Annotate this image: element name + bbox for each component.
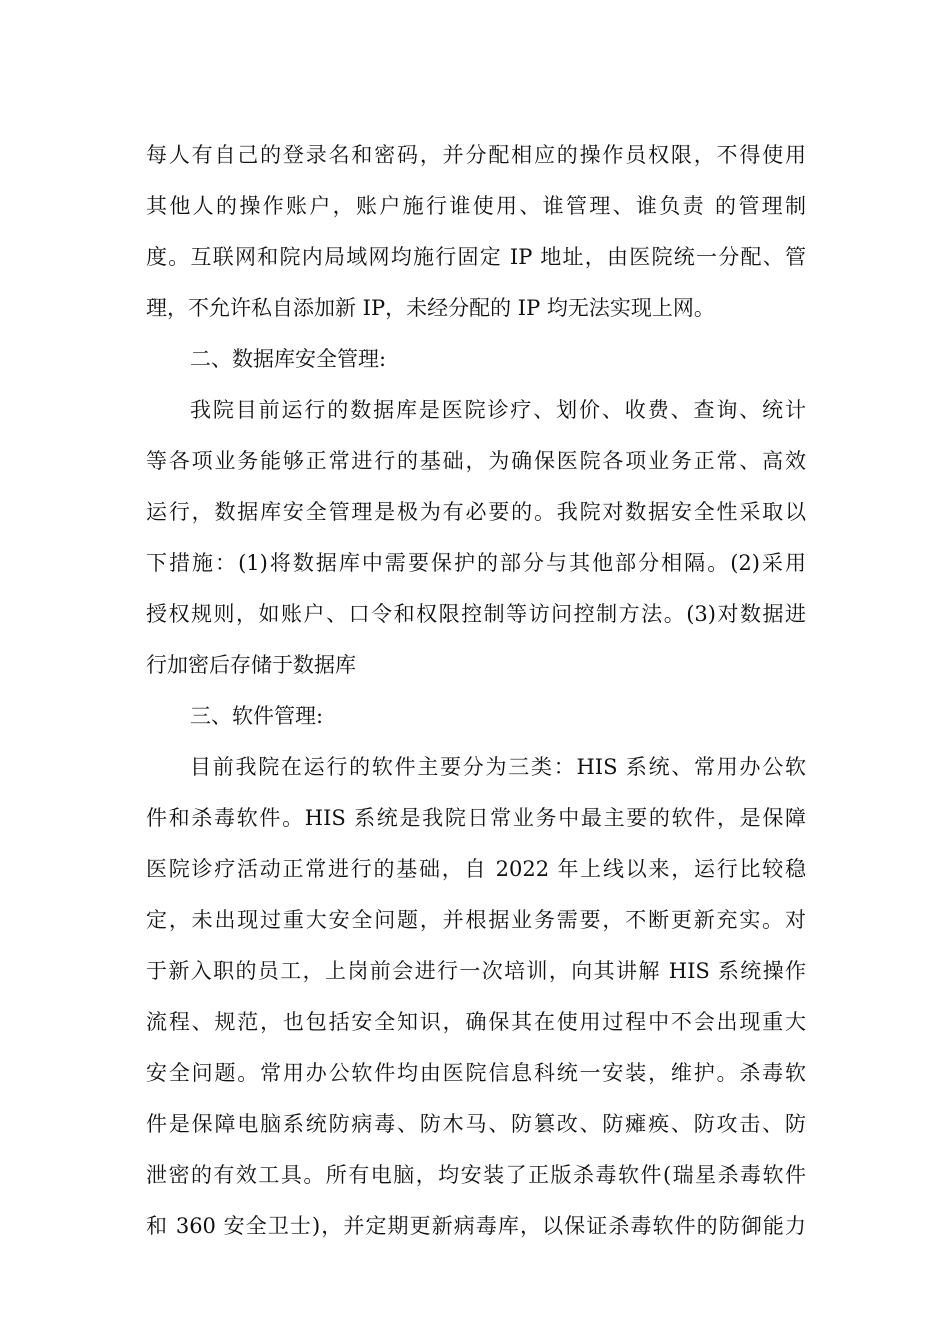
paragraph-line: 医院诊疗活动正常进行的基础，自 2022 年上线以来，运行比较稳 [146,857,806,881]
paragraph-line: 授权规则，如账户、口令和权限控制等访问控制方法。(3)对数据进 [146,602,806,626]
paragraph-line: 我院目前运行的数据库是医院诊疗、划价、收费、查询、统计 [190,398,806,422]
paragraph-line: 和 360 安全卫士)，并定期更新病毒库，以保证杀毒软件的防御能力 [146,1214,806,1238]
paragraph-line: 目前我院在运行的软件主要分为三类：HIS 系统、常用办公软 [190,755,806,779]
paragraph-line: 下措施：(1)将数据库中需要保护的部分与其他部分相隔。(2)采用 [146,551,806,575]
paragraph-line: 于新入职的员工，上岗前会进行一次培训，向其讲解 HIS 系统操作 [146,959,806,983]
paragraph-line: 每人有自己的登录名和密码，并分配相应的操作员权限，不得使用 [146,143,806,167]
paragraph-line: 定，未出现过重大安全问题，并根据业务需要，不断更新充实。对 [146,908,806,932]
paragraph-line: 理，不允许私自添加新 IP，未经分配的 IP 均无法实现上网。 [146,296,715,320]
section-heading-software: 三、软件管理: [190,704,324,728]
document-body [146,130,806,1252]
paragraph-line: 行加密后存储于数据库 [146,653,356,677]
paragraph-line: 运行，数据库安全管理是极为有必要的。我院对数据安全性采取以 [146,500,806,524]
paragraph-line: 流程、规范，也包括安全知识，确保其在使用过程中不会出现重大 [146,1010,806,1034]
paragraph-line: 等各项业务能够正常进行的基础，为确保医院各项业务正常、高效 [146,449,806,473]
paragraph-line: 安全问题。常用办公软件均由医院信息科统一安装，维护。杀毒软 [146,1061,806,1085]
paragraph-line: 度。互联网和院内局域网均施行固定 IP 地址，由医院统一分配、管 [146,245,806,269]
section-heading-database: 二、数据库安全管理: [190,347,387,371]
paragraph-line: 件和杀毒软件。HIS 系统是我院日常业务中最主要的软件，是保障 [146,806,806,830]
paragraph-line: 件是保障电脑系统防病毒、防木马、防篡改、防瘫痪、防攻击、防 [146,1112,806,1136]
paragraph-line: 泄密的有效工具。所有电脑，均安装了正版杀毒软件(瑞星杀毒软件 [146,1163,806,1187]
paragraph-line: 其他人的操作账户，账户施行谁使用、谁管理、谁负责 的管理制 [146,194,806,218]
